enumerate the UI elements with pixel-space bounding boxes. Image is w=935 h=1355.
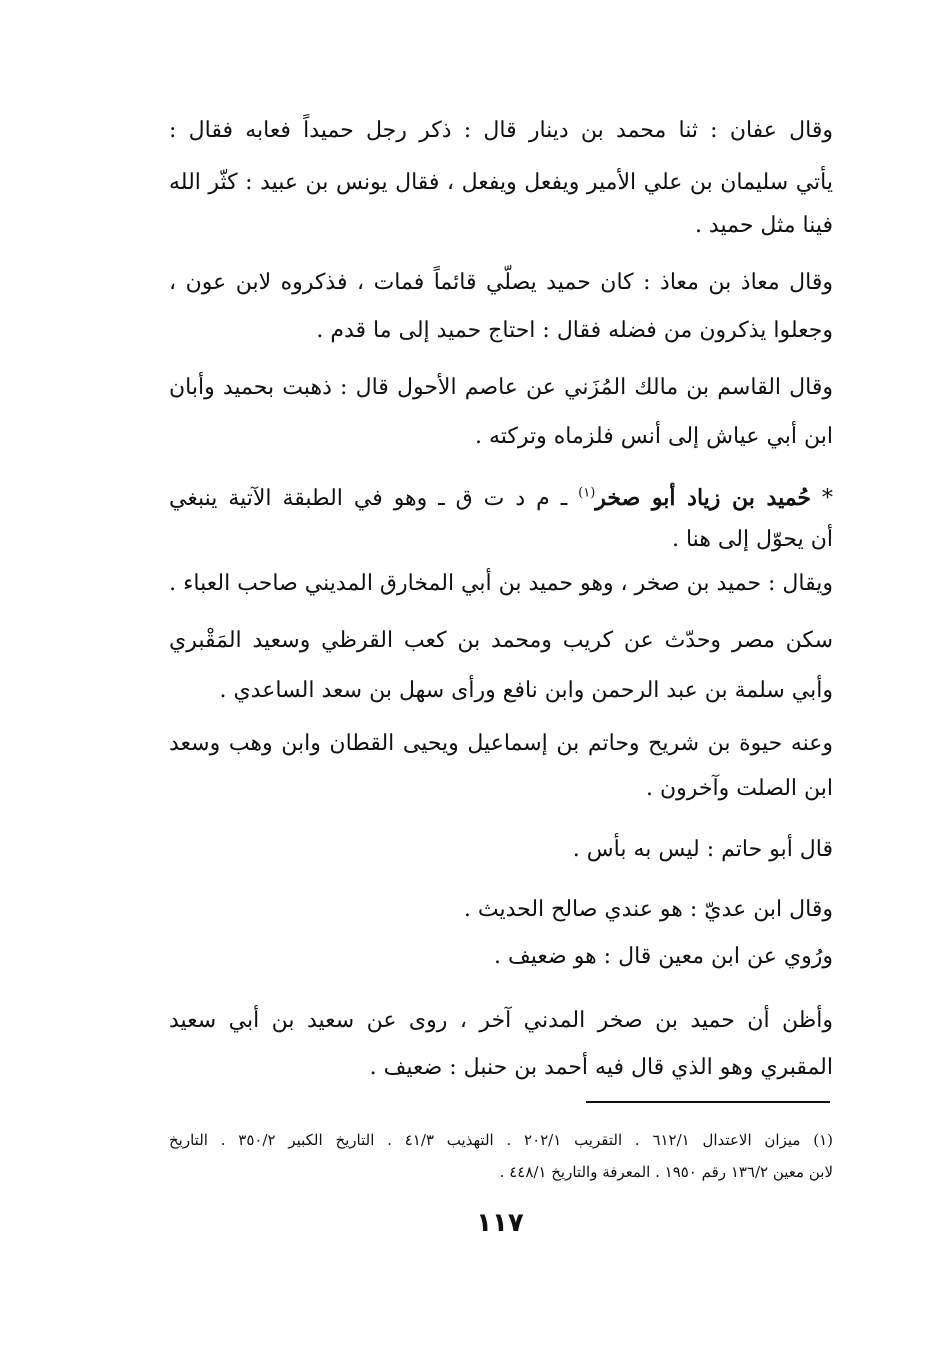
text-line: فينا مثل حميد . bbox=[694, 213, 833, 238]
entry-marker: * bbox=[822, 486, 833, 511]
text-line: وأبي سلمة بن عبد الرحمن وابن نافع ورأى سهل بن سعد الساعدي . bbox=[219, 678, 833, 703]
text-line: وأظن أن حميد بن صخر المدني آخر ، روى عن سعيد بن أبي سعيد bbox=[169, 1008, 833, 1033]
text-line: وقال عفان : ثنا محمد بن دينار قال : ذكر رجل حميداً فعابه فقال : bbox=[169, 118, 833, 143]
entry-heading bbox=[169, 483, 833, 514]
text-line: وجعلوا يذكرون من فضله فقال : احتاج حميد إلى ما قدم . bbox=[316, 318, 833, 343]
text-line: يأتي سليمان بن علي الأمير ويفعل ويفعل ، فقال يونس بن عبيد : كثّر الله bbox=[169, 170, 834, 195]
text-line: أن يحوّل إلى هنا . bbox=[671, 527, 833, 552]
quote-line: وقال ابن عديّ : هو عندي صالح الحديث . bbox=[463, 897, 833, 922]
footnote-line: لابن معين ١٣٦/٢ رقم ١٩٥٠ . المعرفة والتاريخ ٤٤٨/١ . bbox=[499, 1163, 833, 1181]
text-line: ابن أبي عياش إلى أنس فلزماه وتركته . bbox=[474, 424, 833, 449]
footnote-divider bbox=[586, 1101, 830, 1103]
quote-line: قال أبو حاتم : ليس به بأس . bbox=[572, 837, 833, 862]
entry-codes: ـ م د ت ق ـ وهو في الطبقة الآتية ينبغي bbox=[169, 486, 568, 511]
text-line: وقال القاسم بن مالك المُزَني عن عاصم الأحول قال : ذهبت بحميد وأبان bbox=[169, 375, 833, 400]
entry-name: حُميد بن زياد أبو صخر bbox=[595, 485, 812, 511]
text-line: وعنه حيوة بن شريح وحاتم بن إسماعيل ويحيى القطان وابن وهب وسعد bbox=[169, 731, 833, 756]
text-line: ابن الصلت وآخرون . bbox=[646, 776, 833, 801]
footnote-reference: (١) bbox=[578, 485, 596, 501]
page-number: ١١٧ bbox=[476, 1208, 524, 1238]
quote-line: ورُوي عن ابن معين قال : هو ضعيف . bbox=[494, 944, 833, 969]
text-line: سكن مصر وحدّث عن كريب ومحمد بن كعب القرظي وسعيد المَقْبري bbox=[169, 628, 833, 653]
footnote-line: (١) ميزان الاعتدال ٦١٢/١ . التقريب ٢٠٢/١ . التهذيب ٤١/٣ . التاريخ الكبير ٣٥٠/٢ . التاريخ bbox=[169, 1131, 833, 1149]
text-line: المقبري وهو الذي قال فيه أحمد بن حنبل : ضعيف . bbox=[369, 1055, 833, 1080]
text-line: وقال معاذ بن معاذ : كان حميد يصلّي قائماً فمات ، فذكروه لابن عون ، bbox=[169, 270, 833, 295]
text-line: ويقال : حميد بن صخر ، وهو حميد بن أبي المخارق المديني صاحب العباء . bbox=[169, 571, 833, 596]
